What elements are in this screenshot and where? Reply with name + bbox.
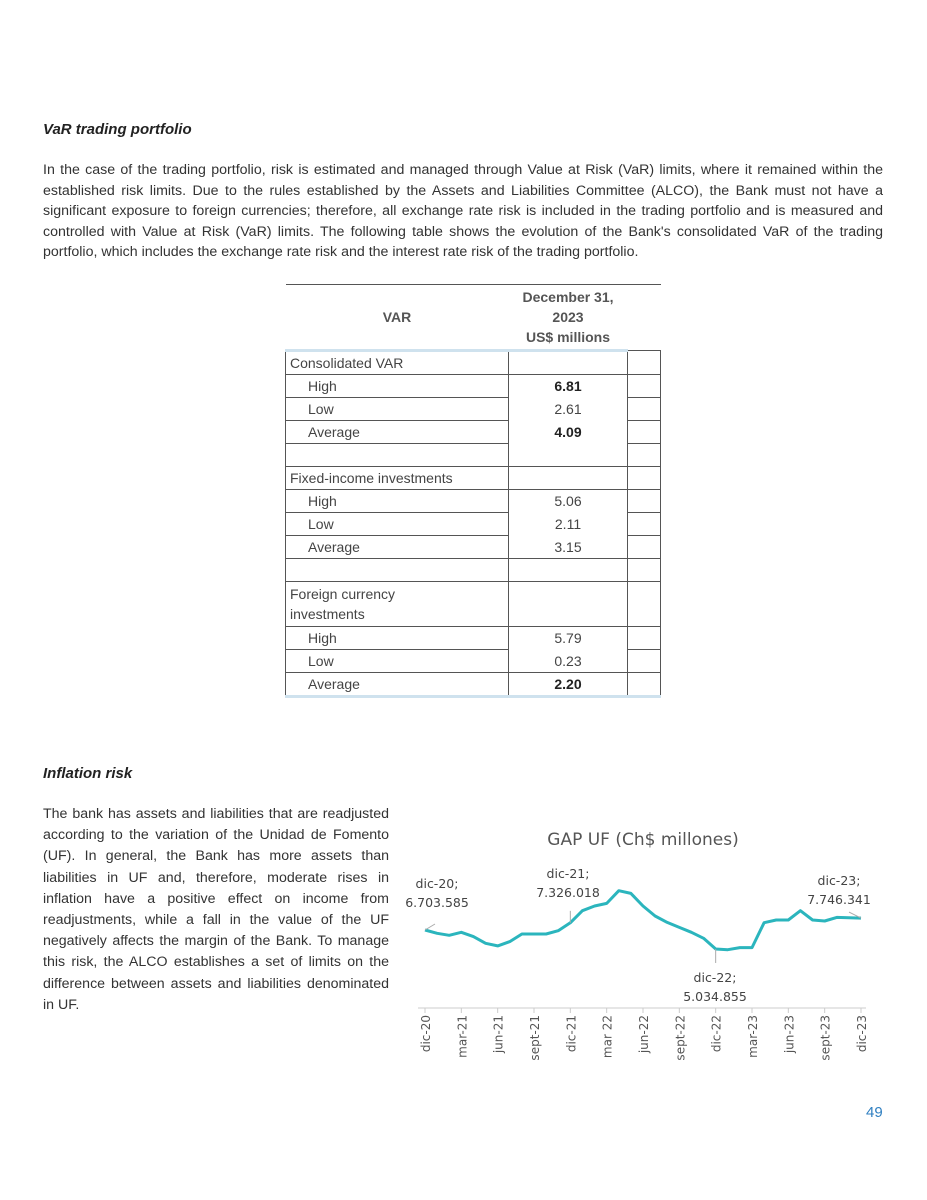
series-line xyxy=(425,891,861,950)
table-row: Low 2.11 xyxy=(286,513,661,536)
page-number: 49 xyxy=(866,1104,883,1121)
x-tick-label: sept-21 xyxy=(528,1015,542,1061)
table-row: Average 2.20 xyxy=(286,673,661,697)
annotation-label-line2: 7.326.018 xyxy=(536,885,600,900)
x-tick-label: sept-22 xyxy=(673,1015,688,1061)
annotation-label-line1: dic-20; xyxy=(415,876,459,891)
annotation-leader xyxy=(425,924,435,930)
table-row: Average 4.09 xyxy=(286,421,661,444)
annotation-label-line1: dic-21; xyxy=(546,866,590,881)
x-tick-label: dic-23 xyxy=(855,1015,869,1053)
header-var: VAR xyxy=(382,309,412,325)
section-heading-inflation: Inflation risk xyxy=(43,765,133,782)
table-row: High 5.06 xyxy=(286,490,661,513)
table-row: Low 2.61 xyxy=(286,398,661,421)
table-row: Fixed-income investments xyxy=(286,467,661,490)
annotation-label-line1: dic-22; xyxy=(693,970,737,985)
x-tick-label: dic-20 xyxy=(419,1015,433,1053)
x-tick-label: jun-23 xyxy=(782,1015,797,1054)
x-tick-label: dic-21 xyxy=(564,1015,579,1053)
x-tick-label: mar-21 xyxy=(455,1015,470,1058)
table-row: Low 0.23 xyxy=(286,650,661,673)
x-tick-label: sept-23 xyxy=(818,1015,833,1061)
annotation-label-line2: 7.746.341 xyxy=(807,892,871,907)
x-tick-label: mar 22 xyxy=(600,1015,615,1059)
annotation-label-line2: 6.703.585 xyxy=(405,895,469,910)
chart-title: GAP UF (Ch$ millones) xyxy=(547,830,739,850)
table-row: Foreign currency investments xyxy=(286,582,661,627)
inflation-paragraph: The bank has assets and liabilities that are readjusted according to the variation of the Unidad de Fomento (UF). In general, the Bank has more assets than liabilities in UF and, therefore, moderate rises in inflation have a positive effect on income from readjustments, while a fall in the value of the UF negatively affects the margin of the Bank. To manage this risk, the ALCO establishes a set of limits on the difference between assets and liabilities denominated in UF. xyxy=(43,806,389,1013)
annotation-label-line2: 5.034.855 xyxy=(683,989,747,1004)
var-paragraph: In the case of the trading portfolio, risk is estimated and managed through Value at Risk (VaR) limits, where it remained within the established risk limits. Due to the rules established by the Assets and Liabilities Committee (ALCO), the Bank must not have a significant exposure to foreign currencies; therefore, all exchange rate risk is included in the trading portfolio and is measured and controlled with Value at Risk (VaR) limits. The following table shows the evolution of the Bank's consolidated VaR of the trading portfolio, which includes the exchange rate risk and the interest rate risk of the trading portfolio. xyxy=(43,162,883,261)
table-row: Average 3.15 xyxy=(286,536,661,559)
x-tick-label: dic-22 xyxy=(709,1015,724,1053)
table-row: High 5.79 xyxy=(286,627,661,650)
table-row: High 6.81 xyxy=(286,375,661,398)
section-heading-var: VaR trading portfolio xyxy=(43,121,192,138)
annotation-label-line1: dic-23; xyxy=(817,873,861,888)
x-tick-label: jun-22 xyxy=(637,1015,651,1054)
x-tick-label: jun-21 xyxy=(491,1015,506,1054)
table-row: Consolidated VAR xyxy=(286,351,661,375)
header-date: December 31, 2023 US$ millions xyxy=(522,289,614,345)
x-tick-label: mar-23 xyxy=(746,1015,760,1058)
